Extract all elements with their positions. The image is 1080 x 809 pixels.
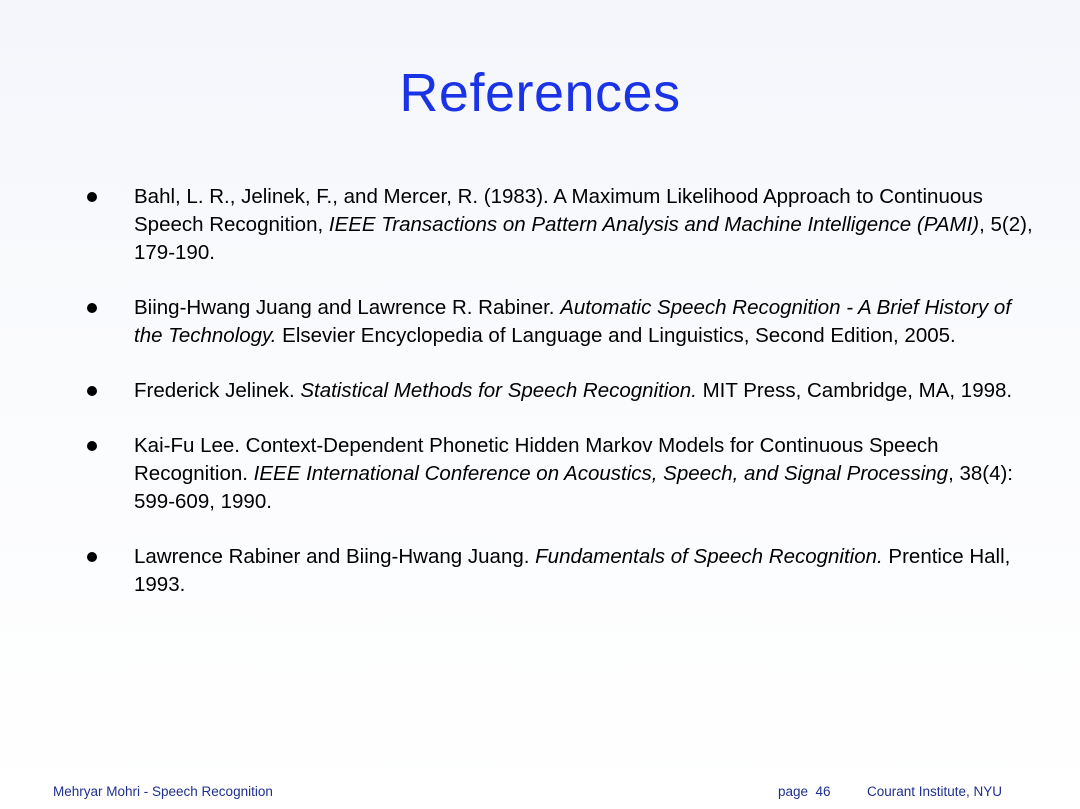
reference-item [84, 543, 1034, 599]
reference-text: Lawrence Rabiner and Biing-Hwang Juang. [134, 545, 536, 568]
slide-title: References [399, 63, 681, 123]
reference-text: MIT Press, Cambridge, MA, 1998. [696, 379, 1013, 402]
reference-item [84, 377, 1034, 405]
footer-page-number: page 46 [778, 784, 831, 799]
reference-text: Elsevier Encyclopedia of Language and Linguistics, Second Edition, 2005. [276, 324, 956, 347]
reference-italic: IEEE International Conference on Acoustics, Speech, and Signal Processing [253, 462, 949, 485]
reference-text: Prentice Hall, 1993. [134, 545, 1011, 596]
bullet-icon [87, 441, 97, 451]
reference-italic: IEEE Transactions on Pattern Analysis and Machine Intelligence (PAMI) [328, 213, 980, 236]
reference-text: , 5(2), 179-190. [134, 213, 1033, 264]
bullet-icon [87, 192, 97, 202]
bullet-icon [87, 386, 97, 396]
reference-italic: Fundamentals of Speech Recognition. [535, 545, 883, 568]
bullet-icon [87, 303, 97, 313]
footer-author: Mehryar Mohri - Speech Recognition [53, 784, 273, 799]
reference-text: Kai-Fu Lee. Context-Dependent Phonetic Hidden Markov Models for Continuous Speech Recognition. [134, 434, 939, 485]
reference-text: Biing-Hwang Juang and Lawrence R. Rabiner. [134, 296, 561, 319]
reference-italic: Automatic Speech Recognition - A Brief History of the Technology. [134, 296, 1012, 347]
reference-list [84, 183, 1034, 626]
footer-institution: Courant Institute, NYU [867, 784, 1003, 799]
reference-text: , 38(4): 599-609, 1990. [134, 462, 1014, 513]
reference-item [84, 294, 1034, 350]
reference-text: Bahl, L. R., Jelinek, F., and Mercer, R. (1983). A Maximum Likelihood Approach to Continuous Speech Recognition, [134, 185, 983, 236]
reference-text: Frederick Jelinek. [134, 379, 301, 402]
reference-item [84, 183, 1034, 267]
reference-item [84, 432, 1034, 516]
reference-italic: Statistical Methods for Speech Recognition. [300, 379, 697, 402]
bullet-icon [87, 552, 97, 562]
